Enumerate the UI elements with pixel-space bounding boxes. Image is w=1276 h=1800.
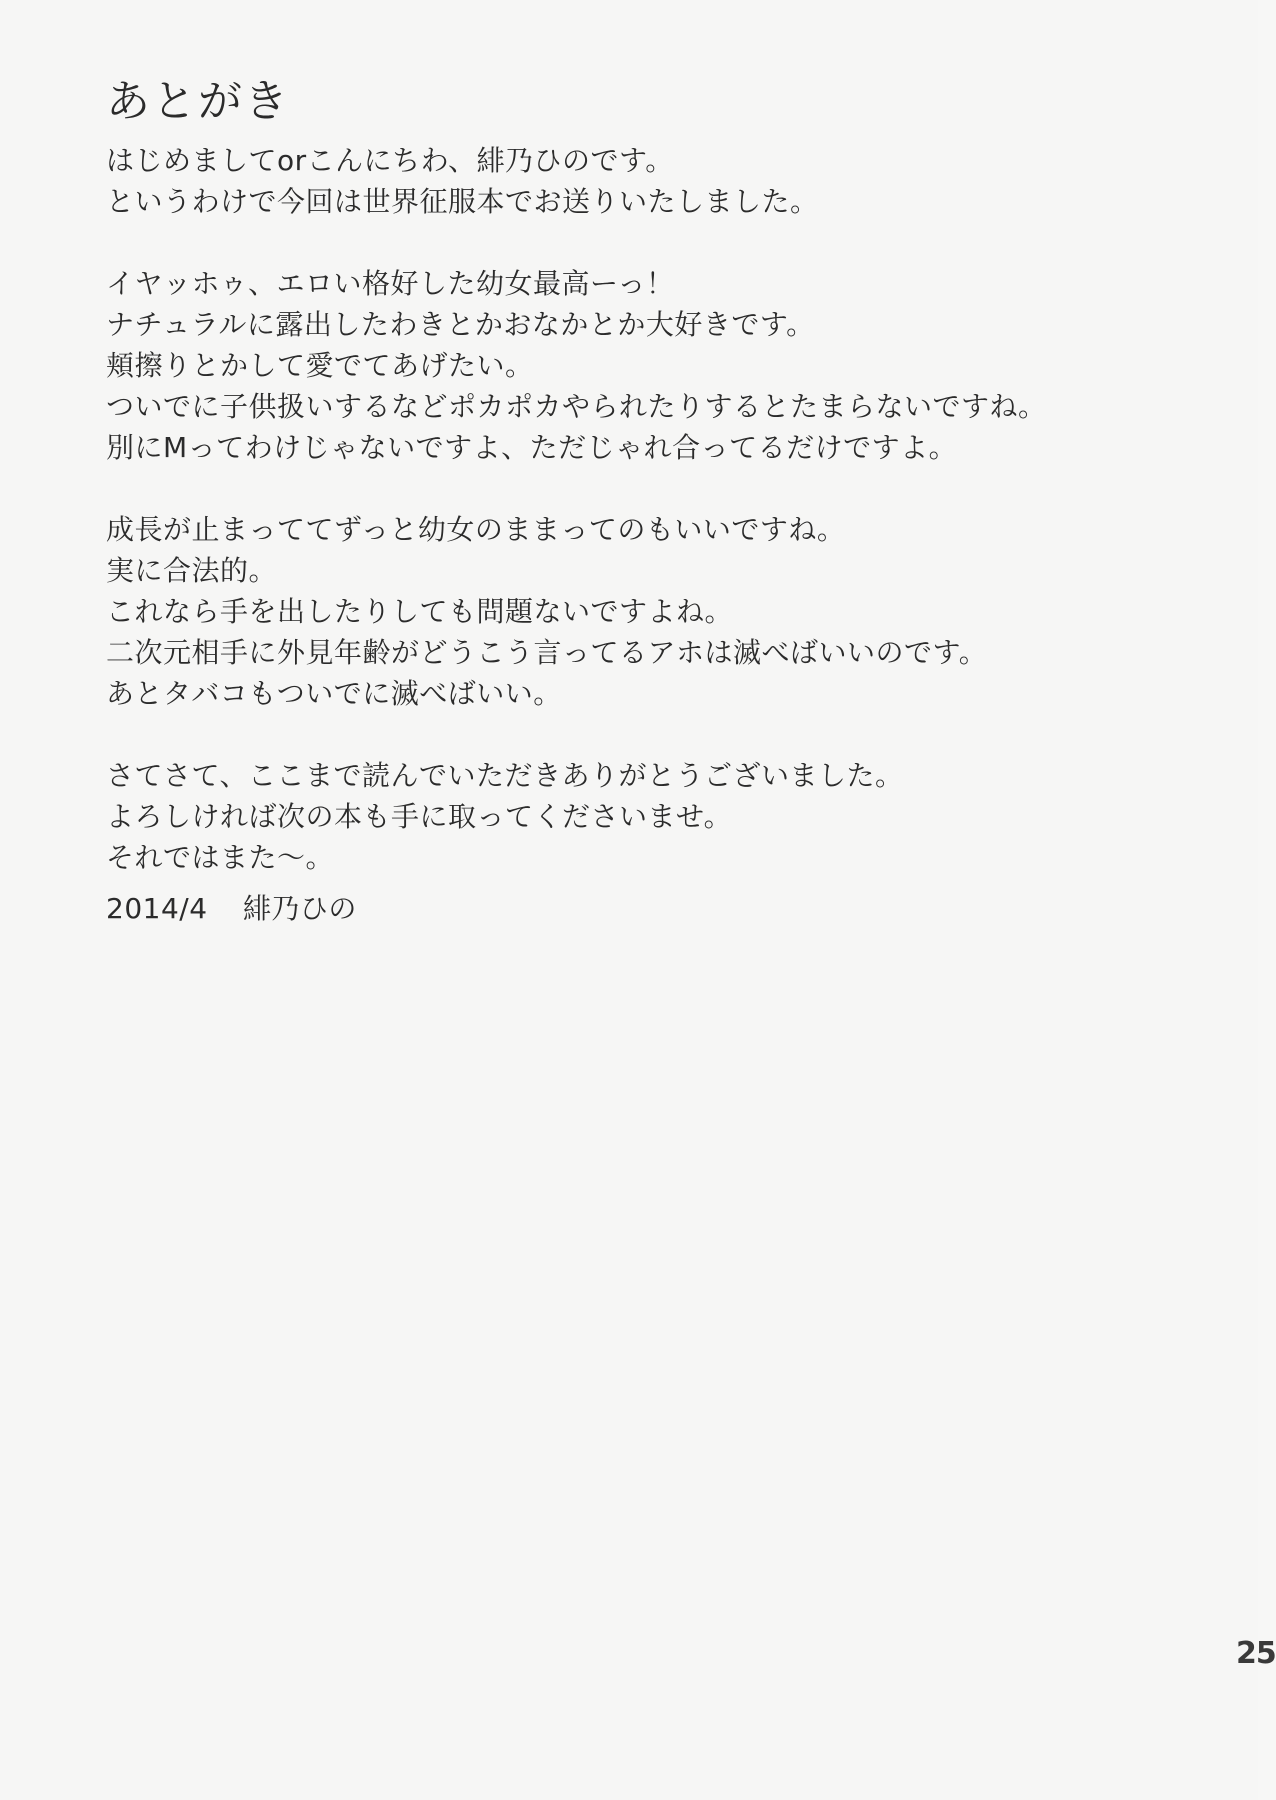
afterword-body (106, 140, 1166, 919)
text-line: それではまた～。 (106, 841, 335, 874)
text-line: あとタバコもついでに滅べばいい。 (106, 677, 562, 710)
paragraph-greeting (106, 140, 1166, 222)
text-line: 実に合法的。 (106, 554, 278, 587)
page-number: 25 (1236, 1636, 1276, 1671)
text-line: イヤッホゥ、エロい格好した幼女最高ーっ！ (106, 267, 675, 300)
text-line: 頬擦りとかして愛でてあげたい。 (106, 349, 534, 382)
paragraph-costume (106, 263, 1166, 468)
text-line: これなら手を出したりしても問題ないですよね。 (106, 595, 734, 628)
page-title: あとがき (106, 76, 290, 127)
text-line: 成長が止まっててずっと幼女のままってのもいいですね。 (106, 513, 846, 546)
text-line: 別にMってわけじゃないですよ、ただじゃれ合ってるだけですよ。 (106, 431, 958, 464)
text-line: はじめましてorこんにちわ、緋乃ひのです。 (106, 144, 674, 177)
paragraph-growth (106, 509, 1166, 714)
text-line: さてさて、ここまで読んでいただきありがとうございました。 (106, 759, 904, 792)
signature-author: 緋乃ひの (242, 892, 357, 925)
signature (106, 888, 357, 929)
text-line: 二次元相手に外見年齢がどうこう言ってるアホは滅べばいいのです。 (106, 636, 988, 669)
text-line: というわけで今回は世界征服本でお送りいたしました。 (106, 185, 819, 218)
text-line: ついでに子供扱いするなどポカポカやられたりするとたまらないですね。 (106, 390, 1047, 423)
paragraph-closing (106, 755, 1166, 878)
text-line: よろしければ次の本も手に取ってくださいませ。 (106, 800, 733, 833)
text-line: ナチュラルに露出したわきとかおなかとか大好きです。 (106, 308, 815, 341)
signature-date: 2014/4 (106, 892, 208, 925)
